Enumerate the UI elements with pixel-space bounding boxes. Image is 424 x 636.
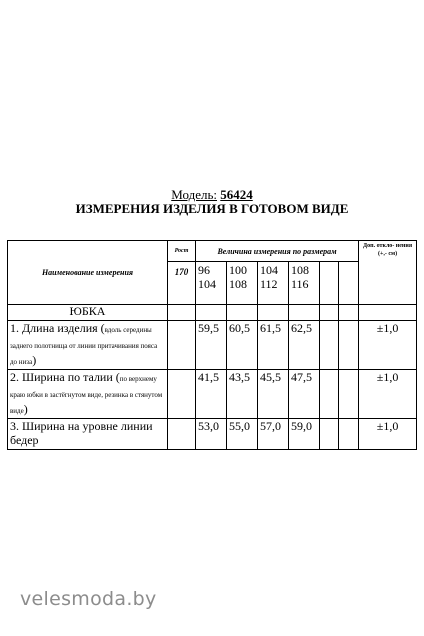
measurement-main: 1. Длина изделия ( (10, 321, 105, 335)
model-number: 56424 (220, 187, 253, 202)
size-top: 104 (260, 263, 278, 277)
column-header-name: Наименование измерения (8, 241, 168, 305)
size-cell-3 (258, 262, 289, 305)
tolerance-value: ±1,0 (359, 419, 417, 450)
measurement-close: ) (32, 353, 37, 367)
empty-cell (227, 305, 258, 321)
measurement-table (7, 240, 417, 450)
measurement-value: 61,5 (258, 321, 289, 370)
column-header-height: Рост (168, 241, 196, 262)
empty-cell (168, 305, 196, 321)
measurement-value: 62,5 (289, 321, 320, 370)
size-bottom: 104 (198, 277, 216, 291)
empty-cell (196, 305, 227, 321)
measurement-value: 47,5 (289, 370, 320, 419)
tolerance-value: ±1,0 (359, 370, 417, 419)
empty-cell (359, 305, 417, 321)
measurement-value: 45,5 (258, 370, 289, 419)
empty-cell (168, 419, 196, 450)
column-header-value: Величина измерения по размерам (196, 241, 359, 262)
measurement-note: вдоль середины заднего полотнища от линии притачивания пояса до низа (10, 326, 158, 366)
measurement-value: 53,0 (196, 419, 227, 450)
size-bottom: 108 (229, 277, 247, 291)
measurement-name (8, 321, 168, 370)
measurement-name (8, 419, 168, 450)
empty-cell (168, 370, 196, 419)
size-bottom: 116 (291, 277, 309, 291)
size-cell-empty (339, 262, 359, 305)
measurement-main: 2. Ширина по талии ( (10, 370, 120, 384)
model-line (0, 187, 424, 202)
empty-cell (320, 419, 339, 450)
measurement-value: 41,5 (196, 370, 227, 419)
size-cell-1 (196, 262, 227, 305)
empty-cell (320, 370, 339, 419)
size-top: 96 (198, 263, 210, 277)
empty-cell (339, 370, 359, 419)
section-label: ЮБКА (8, 305, 168, 321)
column-header-tolerance: Доп. откло- нения (+,- см) (359, 241, 417, 305)
empty-cell (258, 305, 289, 321)
size-cell-4 (289, 262, 320, 305)
empty-cell (339, 419, 359, 450)
empty-cell (289, 305, 320, 321)
measurement-main: 3. Ширина на уровне линии бедер (10, 419, 153, 447)
tolerance-value: ±1,0 (359, 321, 417, 370)
empty-cell (168, 321, 196, 370)
size-cell-empty (320, 262, 339, 305)
size-top: 108 (291, 263, 309, 277)
size-cell-2 (227, 262, 258, 305)
table-row (8, 419, 417, 450)
table-row (8, 370, 417, 419)
measurement-value: 59,5 (196, 321, 227, 370)
empty-cell (320, 321, 339, 370)
measurement-close: ) (23, 402, 28, 416)
model-label: Модель: (171, 187, 218, 202)
watermark-text: velesmoda.by (20, 588, 157, 610)
measurement-value: 60,5 (227, 321, 258, 370)
empty-cell (320, 305, 339, 321)
empty-cell (339, 321, 359, 370)
size-bottom: 112 (260, 277, 278, 291)
measurement-name (8, 370, 168, 419)
measurement-note: по верхнему краю юбки в застёгнутом виде, резинка в стянутом виде (10, 375, 163, 415)
document-title: ИЗМЕРЕНИЯ ИЗДЕЛИЯ В ГОТОВОМ ВИДЕ (75, 201, 349, 216)
height-value: 170 (168, 262, 196, 305)
measurement-value: 59,0 (289, 419, 320, 450)
measurement-value: 57,0 (258, 419, 289, 450)
measurement-value: 55,0 (227, 419, 258, 450)
table-row (8, 321, 417, 370)
size-top: 100 (229, 263, 247, 277)
empty-cell (339, 305, 359, 321)
measurement-value: 43,5 (227, 370, 258, 419)
